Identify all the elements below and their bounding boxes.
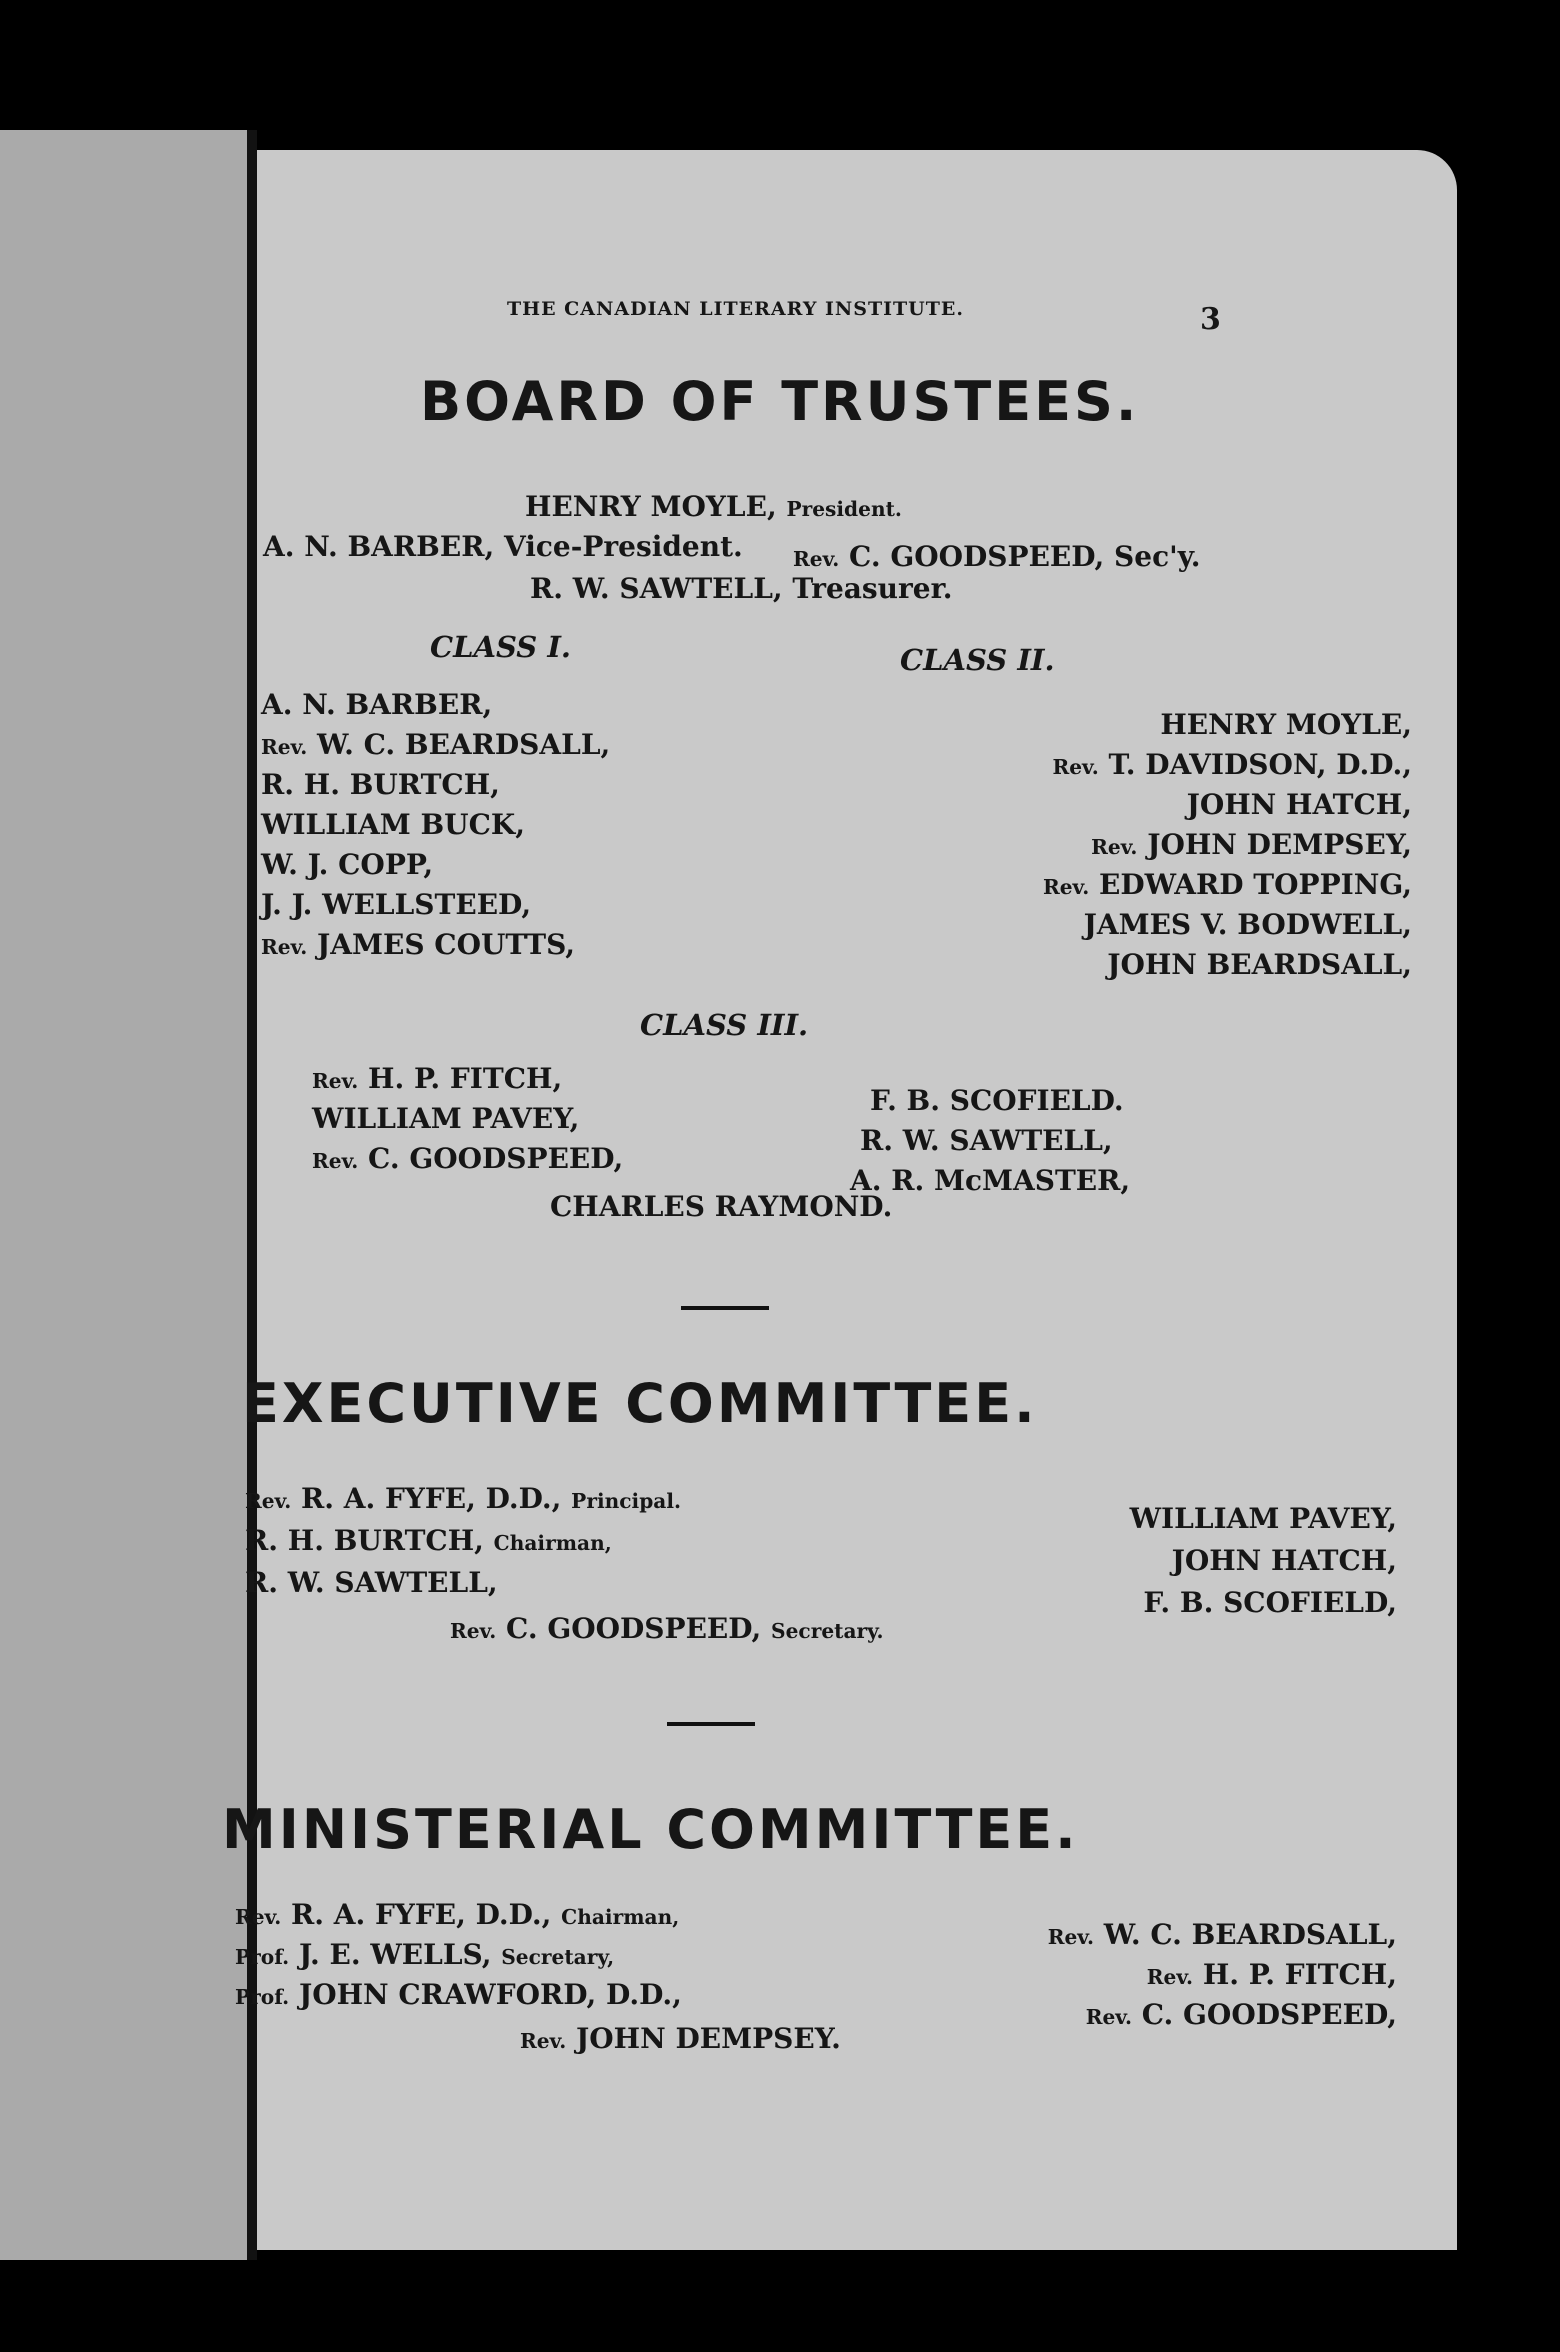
class-1-member: W. J. COPP, [261,848,434,881]
ministerial-member: Rev. W. C. BEARDSALL, [1047,1918,1397,1951]
class-3-member: CHARLES RAYMOND. [550,1190,893,1223]
executive-member: JOHN HATCH, [1171,1544,1397,1577]
class-2-member: Rev. EDWARD TOPPING, [1042,868,1412,901]
president-name: HENRY MOYLE, [525,490,777,523]
class-3-member: A. R. McMASTER, [850,1164,1131,1197]
executive-member: Rev. R. A. FYFE, D.D., Principal. [245,1482,682,1515]
executive-member: R. W. SAWTELL, [245,1566,498,1599]
class-1-heading: CLASS I. [430,630,571,664]
ministerial-member: Prof. JOHN CRAWFORD, D.D., [235,1978,682,2011]
section-title-board: BOARD OF TRUSTEES. [420,370,1140,433]
vice-president-role: Vice-President. [503,530,743,563]
ministerial-member: Rev. R. A. FYFE, D.D., Chairman, [235,1898,680,1931]
executive-member: F. B. SCOFIELD, [1143,1586,1397,1619]
executive-member: R. H. BURTCH, Chairman, [245,1524,612,1557]
section-divider [667,1722,755,1726]
vice-president-name: A. N. BARBER, [263,530,495,563]
class-3-member: Rev. H. P. FITCH, [312,1062,563,1095]
secretary-name: C. GOODSPEED, [849,540,1105,573]
class-1-member: R. H. BURTCH, [261,768,500,801]
vice-president-line [263,530,743,563]
class-2-member: HENRY MOYLE, [1160,708,1412,741]
section-title-ministerial: MINISTERIAL COMMITTEE. [222,1798,1079,1861]
ministerial-member: Rev. JOHN DEMPSEY. [520,2022,841,2055]
section-divider [681,1306,769,1310]
running-head: THE CANADIAN LITERARY INSTITUTE. [507,298,964,320]
document-page [222,150,1457,2250]
class-2-member: JOHN HATCH, [1186,788,1412,821]
treasurer-role: Treasurer. [792,572,953,605]
class-3-member: F. B. SCOFIELD. [870,1084,1124,1117]
ministerial-member: Rev. H. P. FITCH, [1146,1958,1397,1991]
class-2-member: Rev. T. DAVIDSON, D.D., [1052,748,1412,781]
secretary-role: Sec'y. [1114,540,1201,573]
secretary-line [793,540,1201,573]
class-3-member: R. W. SAWTELL, [860,1124,1113,1157]
page-number: 3 [1200,302,1221,337]
class-3-heading: CLASS III. [640,1008,809,1042]
class-1-member: A. N. BARBER, [261,688,493,721]
executive-member: WILLIAM PAVEY, [1129,1502,1397,1535]
class-1-member: Rev. JAMES COUTTS, [261,928,576,961]
class-2-member: JOHN BEARDSALL, [1107,948,1412,981]
president-line [525,490,902,523]
class-3-member: WILLIAM PAVEY, [312,1102,580,1135]
treasurer-name: R. W. SAWTELL, [530,572,783,605]
class-1-member: J. J. WELLSTEED, [261,888,532,921]
ministerial-member: Rev. C. GOODSPEED, [1085,1998,1397,2031]
facing-page [0,130,255,2260]
president-role: President. [786,497,902,521]
class-1-member: Rev. W. C. BEARDSALL, [261,728,611,761]
executive-member: Rev. C. GOODSPEED, Secretary. [450,1612,884,1645]
class-2-member: JAMES V. BODWELL, [1083,908,1412,941]
treasurer-line [530,572,953,605]
class-2-member: Rev. JOHN DEMPSEY, [1091,828,1412,861]
ministerial-member: Prof. J. E. WELLS, Secretary, [235,1938,615,1971]
section-title-executive: EXECUTIVE COMMITTEE. [242,1372,1038,1435]
class-3-member: Rev. C. GOODSPEED, [312,1142,624,1175]
secretary-prefix: Rev. [793,547,840,571]
class-1-member: WILLIAM BUCK, [261,808,525,841]
class-2-heading: CLASS II. [900,643,1055,677]
